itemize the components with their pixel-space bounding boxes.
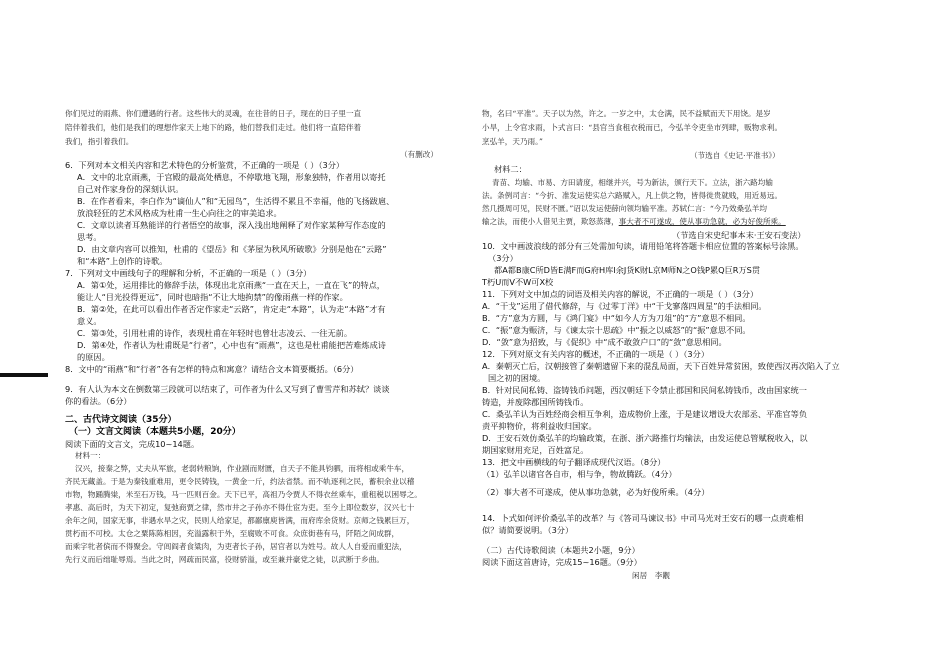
intro-line: 你们见过的雨燕、你们遭遇的行者。这些伟大的灵魂，在往昔的日子，现在的日子里一直 (65, 109, 362, 118)
question-line: （二）古代诗歌阅读（本题共2小题，9分） (482, 545, 640, 555)
question-line: C．“振”意为赈济，与《谏太宗十思疏》中“振之以威怒”的“振”意思不同。 (482, 325, 751, 335)
question-line: 期国家财用充足，百姓富足。 (482, 445, 589, 455)
question-line: A．“干戈”运用了借代修辞，与《过零丁洋》中“干戈寥落四周星”的手法相同。 (482, 301, 767, 311)
source-note: （节选自《史记·平准书》） (690, 151, 780, 160)
question-line: T朽U而V不W可X校 (482, 277, 554, 287)
question-line: 14．卜式如何评价桑弘羊的改革？与《答司马谏议书》中司马光对王安石的哪一点责难相 (482, 513, 804, 523)
question-line: B．在作者看来，李白作为“谪仙人”和“无园鸟”，生活得不累且不幸福，他的飞扬跋扈、 (77, 196, 395, 206)
underlined-sentence: 事大者不可遂成，使从事功急就，必为好俊所乘。 (618, 217, 786, 226)
text-line (482, 217, 786, 228)
classical-line: 齐民无藏盖。于是为秦钱重难用，更令民铸钱，一黄金一斤，约法省禁。而不轨逐利之民，蓄积余业以稽 (65, 477, 415, 486)
question-line: C．第③处，引用杜甫的诗作，表现杜甫在年轻时也曾壮志凌云、一往无前。 (77, 328, 353, 338)
text-line: 小旱，上令官求雨，卜式言曰：“县官当食租衣税而已，今弘羊令吏坐市列肆，贩物求利。 (482, 123, 783, 132)
classical-line: 汉兴，接秦之弊，丈夫从军旅，老弱转粮饷，作业剧而财匮，自天子不能具钧驷，而将相或乘牛车， (75, 464, 410, 473)
question-line: 放浪轻狂的艺术风格成为杜甫一生心向往之的审美追求。 (77, 208, 282, 218)
source-note: （有删改） (400, 150, 438, 159)
question-line: 自己对作家身份的深刻认识。 (77, 184, 184, 194)
classical-line: 贯朽而不可校。太仓之粟陈陈相因，充溢露积于外，至腐败不可食。众庶街巷有马，阡陌之间成群， (65, 529, 400, 538)
material-label: 材料一： (75, 451, 106, 460)
question-line: 都A都B康C所D皆E满F而G府H库I余J货K财L京M师N之O钱P累Q巨R万S贯 (494, 265, 761, 275)
question-line: A．秦朝灭亡后，汉朝接管了秦朝遗留下来的混乱局面，天下百姓异常贫困，致使西汉再次陷入了立 (482, 361, 840, 371)
question-line: C．文章以读者耳熟能详的行者悟空的故事，深入浅出地阐释了对作家某种写作态度的 (77, 220, 386, 230)
question-line: 和“本路”上创作的诗歌。 (77, 256, 168, 266)
subsection-title: （一）文言文阅读（本题共5小题，20分） (69, 427, 241, 437)
question-line: 国之初的困境。 (488, 373, 546, 383)
section-title: 二、古代诗文阅读（35分） (65, 415, 177, 425)
text-line: 烹弘羊，天乃雨。” (482, 137, 543, 146)
source-note: （节选自宋史纪事本末·王安石变法） (672, 230, 806, 240)
question-line: （3分） (488, 253, 518, 263)
classical-line: 市物，物踊腾粜，米至石万钱，马一匹则百金。天下已平，高祖乃令贾人不得衣丝乘车，重租税以困辱之。 (65, 490, 422, 499)
question-line: D．第④处，作者认为杜甫既是“行者”，心中也有“雨燕”，这也是杜甫能把苦难炼成诗 (77, 340, 386, 350)
question-line: B．“方”意为方圆，与《鸿门宴》中“如今人方为刀俎”的“方”意思不相同。 (482, 313, 751, 323)
material-label: 材料二： (494, 164, 527, 174)
question-line: 阅读下面这首唐诗，完成15~16题。（9分） (482, 557, 642, 567)
question-line: D．由文章内容可以推知，杜甫的《望岳》和《茅屋为秋风所破歌》分别是他在“云路” (77, 244, 387, 254)
instruction: 阅读下面的文言文，完成10~14题。 (65, 439, 200, 449)
question-line: D．王安石效仿桑弘羊的均输政策，在浙、浙六路推行均输法，由发运使总管赋税收入，以 (482, 433, 808, 443)
poem-title: 闲居 李觏 (632, 571, 670, 580)
question-line: B．针对民间私铸、盗铸钱币问题，西汉朝廷下令禁止郡国和民间私铸钱币，改由国家统一 (482, 385, 807, 395)
text-line: 物，名曰“平准”。天子以为然，许之。一岁之中，太仓满，民不益赋而天下用饶。是岁 (482, 109, 771, 118)
question-line: 意义。 (77, 316, 102, 326)
classical-line: 而乘字牝者傧而不得聚会。守闾阎者食粱肉，为吏者长子孙，居官者以为姓号。故人人自爱而重犯法， (65, 542, 407, 551)
question-line: 责平抑物价，将利益收归国家。 (482, 421, 597, 431)
question-line: D．“敛”意为招致，与《促织》中“成不敢敛户口”的“敛”意思相同。 (482, 337, 727, 347)
page-edge-mark (0, 373, 48, 377)
question-line: A．文中的北京雨燕，于宫殿的最高处栖息，不停歇地飞翔，形象独特，作者用以寄托 (77, 172, 386, 182)
question-line: 能让人“目光投得更远”，同时也暗指“不让大地拘禁”的像雨燕一样的作家。 (77, 292, 348, 302)
question-line: 6．下列对本文相关内容和艺术特色的分析鉴赏，不正确的一项是（ ）（3分） (65, 160, 345, 170)
question-line: 7．下列对文中画线句子的理解和分析，不正确的一项是（ ）（3分） (65, 268, 312, 278)
question-line: 似？请简要说明。（3分） (482, 525, 574, 535)
question-9-line: 9．有人认为本文在倒数第三段就可以结束了，可作者为什么又写到了曹雪芹和苏轼？谈谈 (65, 384, 390, 394)
text-line: 青苗、均输、市易、方田请度，相继并兴，号为新法，颁行天下。立法，浙六路均输 (492, 178, 773, 187)
question-line: 12．下列对原文有关内容的概述，不正确的一项是（ ）（3分） (482, 349, 710, 359)
question-line: 铸造，并废除郡国所铸钱币。 (482, 397, 589, 407)
question-line: 的原因。 (77, 352, 110, 362)
text-line: 然几摄周可见，民财不匮。”诏以发运使薛向领均输平准。苏轼仁言：“今乃效桑弘羊均 (482, 204, 767, 213)
intro-line: 陪伴着我们，他们是我们的理想作家天上地下的路，他们替我们走过。他们将一直陪伴着 (65, 123, 362, 132)
question-line: 13．把文中画横线的句子翻译成现代汉语。（8分） (482, 457, 666, 467)
question-line: 思考。 (77, 232, 102, 242)
question-line: （2）事大者不可遂成，使从事功急就，必为好俊所乘。（4分） (482, 487, 710, 497)
text-span: 输之法，而使小人借见主贾，欺怒蒸薄， (482, 217, 619, 226)
classical-line: 先行义而后绌耻辱焉。当此之时，网疏而民富，役财骄溢，或至兼并豪党之徒，以武断于乡曲。 (65, 555, 384, 564)
question-line: 11．下列对文中加点的词语及相关内容的解说，不正确的一项是（ ）（3分） (482, 289, 759, 299)
text-line: 法。条例司言：“今折、准发运使实总六路赋入，凡上供之物，皆得徙贵就贱，用近易远。 (482, 191, 783, 200)
question-line: A．第①处，运用排比的修辞手法，体现出北京雨燕“一直在天上，一直在飞”的特点， (77, 280, 385, 290)
question-9-line: 你的看法。（6分） (65, 396, 132, 406)
question-line: C．桑弘羊认为百姓经商会相互争利，造成物价上涨，于是建议增设大农部丞、平准官等负 (482, 409, 808, 419)
classical-line: 孝惠、高后时，为天下初定，复弛商贾之律，然市井之子孙亦不得仕宦为吏。至今上即位数岁，汉兴七十 (65, 503, 415, 512)
question-line: B．第②处，在此可以看出作者否定作家走“云路”，肯定走“本路”，认为走“本路”才有 (77, 304, 386, 314)
question-line: （1）弘羊以诸官各自市，相与争，物故腾跃。（4分） (482, 469, 677, 479)
question-line: 8．文中的“雨燕”和“行者”各有怎样的特点和寓意？请结合文本简要概括。（6分） (65, 364, 359, 374)
intro-line: 我们，指引着我们。 (65, 137, 134, 146)
classical-line: 余年之间，国家无事，非遇水旱之灾，民则人给家足，都鄙廪庾皆满，而府库余货财。京师之钱累巨万， (65, 516, 415, 525)
question-line: 10．文中画波浪线的部分有三处需加句读，请用铅笔将答题卡相应位置的答案标号涂黑。 (482, 241, 804, 251)
